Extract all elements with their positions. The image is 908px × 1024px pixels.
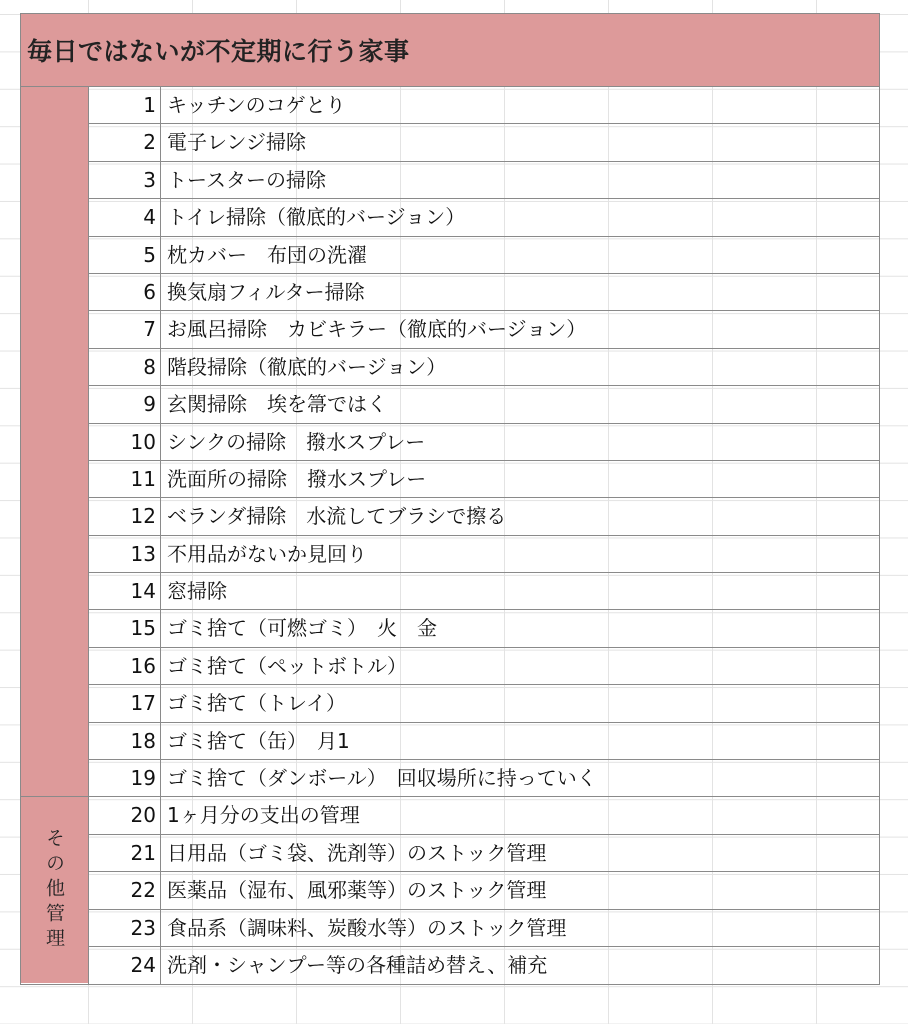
category-label-other-management: その他管理: [43, 827, 65, 953]
row-task-cell[interactable]: トイレ掃除（徹底的バージョン）: [167, 205, 466, 230]
table-row: [88, 872, 879, 909]
table-row: [88, 199, 879, 236]
table-row: [88, 498, 879, 535]
row-task-cell[interactable]: 医薬品（湿布、風邪薬等）のストック管理: [167, 878, 547, 903]
row-number-cell[interactable]: 23: [88, 910, 161, 946]
row-number-cell[interactable]: 10: [88, 424, 161, 460]
row-task-cell[interactable]: 洗剤・シャンプー等の各種詰め替え、補充: [167, 952, 548, 977]
row-number-cell[interactable]: 3: [88, 162, 161, 198]
table-row: [88, 424, 879, 461]
row-number-cell[interactable]: 7: [88, 311, 161, 347]
category-cell-other-management[interactable]: [21, 796, 88, 983]
row-task-cell[interactable]: 不用品がないか見回り: [167, 541, 367, 566]
table-row: [88, 274, 879, 311]
table-row: [88, 797, 879, 834]
row-number-cell[interactable]: 19: [88, 760, 161, 796]
row-task-cell[interactable]: ゴミ捨て（トレイ）: [167, 691, 346, 716]
row-number-cell[interactable]: 17: [88, 685, 161, 721]
row-number-cell[interactable]: 11: [88, 461, 161, 497]
row-task-cell[interactable]: ゴミ捨て（缶） 月1: [167, 728, 350, 753]
table-row: [88, 685, 879, 722]
row-task-cell[interactable]: トースターの掃除: [167, 167, 326, 192]
category-cell-housework[interactable]: [21, 87, 88, 796]
row-number-cell[interactable]: 4: [88, 199, 161, 235]
table-row: [88, 536, 879, 573]
row-number-cell[interactable]: 8: [88, 349, 161, 385]
table-row: [88, 461, 879, 498]
table-row: [88, 124, 879, 161]
row-task-cell[interactable]: 洗面所の掃除 撥水スプレー: [167, 466, 427, 491]
row-number-cell[interactable]: 12: [88, 498, 161, 534]
table-row: [88, 648, 879, 685]
row-number-cell[interactable]: 15: [88, 610, 161, 646]
row-number-cell[interactable]: 5: [88, 237, 161, 273]
table-row: [88, 760, 879, 797]
table-row: [88, 162, 879, 199]
row-number-cell[interactable]: 24: [88, 947, 161, 984]
row-number-cell[interactable]: 6: [88, 274, 161, 310]
table-row: [88, 349, 879, 386]
row-task-cell[interactable]: キッチンのコゲとり: [167, 93, 346, 117]
row-number-cell[interactable]: 20: [88, 797, 161, 833]
table-row: [88, 311, 879, 348]
row-task-cell[interactable]: 電子レンジ掃除: [167, 130, 306, 155]
row-task-cell[interactable]: 窓掃除: [167, 579, 227, 604]
row-task-cell[interactable]: ゴミ捨て（ダンボール） 回収場所に持っていく: [167, 766, 597, 791]
table-row: [88, 573, 879, 610]
row-task-cell[interactable]: シンクの掃除 撥水スプレー: [167, 429, 426, 454]
row-task-cell[interactable]: 枕カバー 布団の洗濯: [167, 242, 367, 267]
table-row: [88, 386, 879, 423]
row-number-cell[interactable]: 14: [88, 573, 161, 609]
row-number-cell[interactable]: 22: [88, 872, 161, 908]
row-task-cell[interactable]: 換気扇フィルター掃除: [167, 279, 365, 304]
row-number-cell[interactable]: 1: [88, 87, 161, 123]
category-column: [21, 87, 88, 984]
row-number-cell[interactable]: 9: [88, 386, 161, 422]
table-row: [88, 910, 879, 947]
row-number-cell[interactable]: 21: [88, 835, 161, 871]
row-task-cell[interactable]: 階段掃除（徹底的バージョン）: [167, 354, 447, 379]
row-task-cell[interactable]: 玄関掃除 埃を箒ではく: [167, 392, 387, 417]
table-row: [88, 835, 879, 872]
table-row: [88, 87, 879, 124]
table-row: [88, 723, 879, 760]
row-task-cell[interactable]: 食品系（調味料、炭酸水等）のストック管理: [167, 915, 567, 940]
row-task-cell[interactable]: ベランダ掃除 水流してブラシで擦る: [167, 504, 507, 529]
row-list: [88, 87, 879, 984]
table-row: [88, 947, 879, 984]
row-number-cell[interactable]: 13: [88, 536, 161, 572]
row-number-cell[interactable]: 16: [88, 648, 161, 684]
table-row: [88, 610, 879, 647]
chores-table: [20, 13, 880, 985]
row-task-cell[interactable]: ゴミ捨て（可燃ゴミ） 火 金: [167, 616, 437, 641]
row-task-cell[interactable]: 日用品（ゴミ袋、洗剤等）のストック管理: [167, 840, 547, 865]
table-row: [88, 237, 879, 274]
table-title[interactable]: 毎日ではないが不定期に行う家事: [20, 13, 880, 87]
row-task-cell[interactable]: お風呂掃除 カビキラー（徹底的バージョン）: [167, 317, 587, 342]
row-number-cell[interactable]: 18: [88, 723, 161, 759]
row-number-cell[interactable]: 2: [88, 124, 161, 160]
row-task-cell[interactable]: 1ヶ月分の支出の管理: [167, 803, 360, 828]
table-body: [20, 87, 880, 985]
row-task-cell[interactable]: ゴミ捨て（ペットボトル）: [167, 653, 407, 678]
